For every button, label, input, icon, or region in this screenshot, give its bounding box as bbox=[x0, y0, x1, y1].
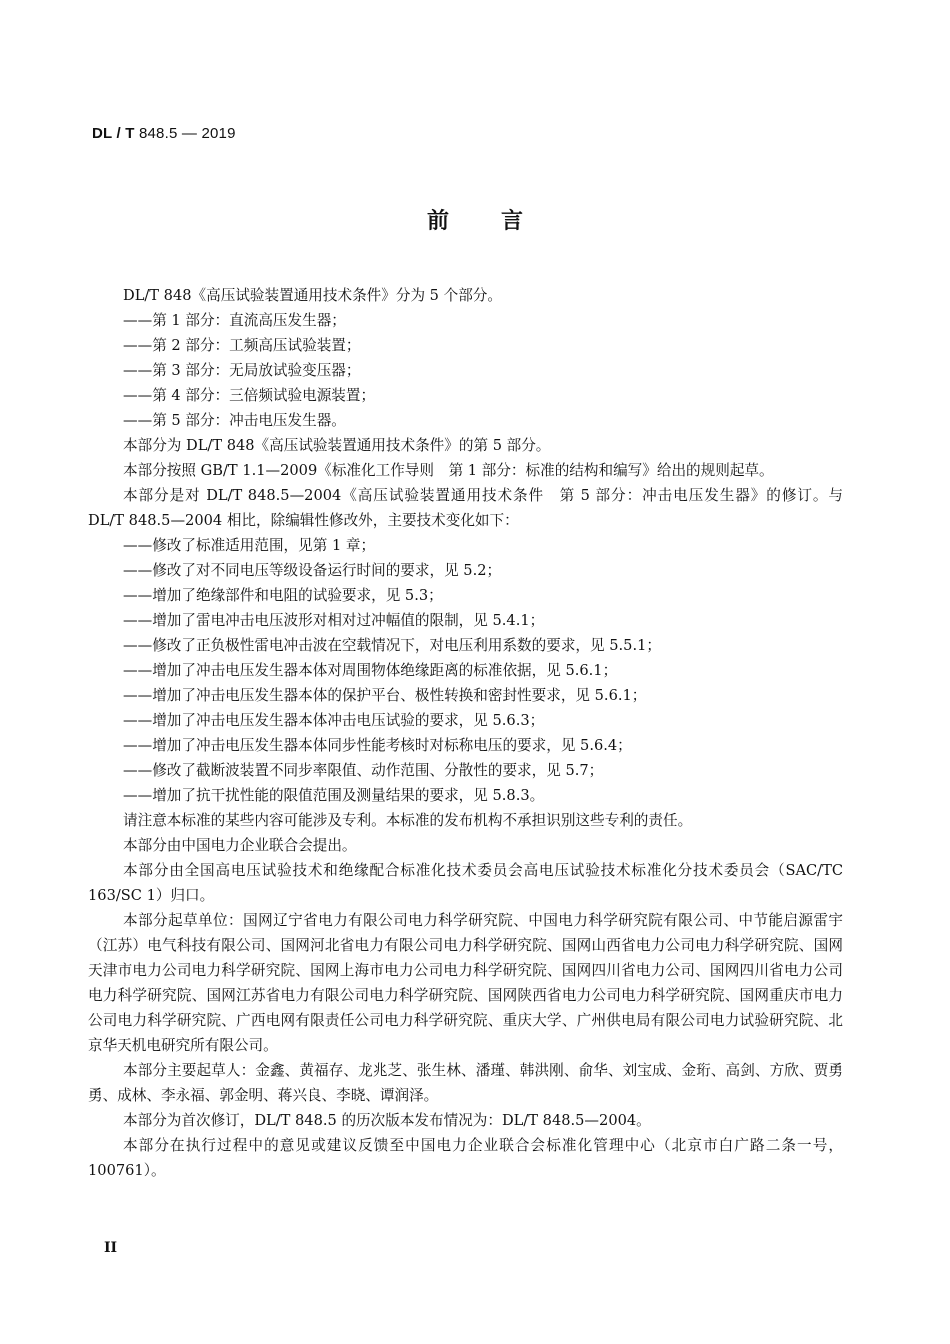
paragraph: 本部分由中国电力企业联合会提出。 bbox=[123, 837, 357, 854]
list-item: ——修改了对不同电压等级设备运行时间的要求，见 5.2； bbox=[123, 562, 502, 579]
list-item: ——第 5 部分：冲击电压发生器。 bbox=[123, 412, 346, 429]
paragraph: 本部分为 DL/T 848《高压试验装置通用技术条件》的第 5 部分。 bbox=[123, 437, 551, 454]
paragraph: 本部分由全国高电压试验技术和绝缘配合标准化技术委员会高电压试验技术标准化分技术委员会（SAC/TC 163/SC 1）归口。 bbox=[88, 862, 843, 904]
paragraph: DL/T 848《高压试验装置通用技术条件》分为 5 个部分。 bbox=[123, 287, 502, 304]
paragraph: 本部分按照 GB/T 1.1—2009《标准化工作导则 第 1 部分：标准的结构和编写》给出的规则起草。 bbox=[123, 462, 774, 479]
list-item: ——增加了冲击电压发生器本体同步性能考核时对标称电压的要求，见 5.6.4； bbox=[123, 737, 632, 754]
list-item: ——第 4 部分：三倍频试验电源装置； bbox=[123, 387, 376, 404]
list-item: ——第 2 部分：工频高压试验装置； bbox=[123, 337, 361, 354]
list-item: ——增加了抗干扰性能的限值范围及测量结果的要求，见 5.8.3。 bbox=[123, 787, 545, 804]
paragraph: 本部分主要起草人：金鑫、黄福存、龙兆芝、张生林、潘瑾、韩洪刚、俞华、刘宝成、金珩、高剑、方欣、贾勇勇、成林、李永福、郭金明、蒋兴良、李晓、谭润泽。 bbox=[88, 1062, 843, 1104]
foreword-body bbox=[88, 283, 843, 1183]
list-item: ——增加了冲击电压发生器本体冲击电压试验的要求，见 5.6.3； bbox=[123, 712, 545, 729]
paragraph: 本部分起草单位：国网辽宁省电力有限公司电力科学研究院、中国电力科学研究院有限公司、中节能启源雷宇（江苏）电气科技有限公司、国网河北省电力有限公司电力科学研究院、国网山西省电力公司电力科学研究院、国网天津市电力公司电力科学研究院、国网上海市电力公司电力科学研究院、国网四川省电力公司、国网四川省电力公司电力科学研究院、国网江苏省电力有限公司电力科学研究院、国网陕西省电力公司电力科学研究院、国网重庆市电力公司电力科学研究院、广西电网有限责任公司电力科学研究院、重庆大学、广州供电局有限公司电力试验研究院、北京华天机电研究所有限公司。 bbox=[88, 912, 843, 1054]
paragraph: 本部分为首次修订，DL/T 848.5 的历次版本发布情况为：DL/T 848.5—2004。 bbox=[123, 1112, 651, 1129]
list-item: ——修改了截断波装置不同步率限值、动作范围、分散性的要求，见 5.7； bbox=[123, 762, 604, 779]
paragraph: 本部分在执行过程中的意见或建议反馈至中国电力企业联合会标准化管理中心（北京市白广路二条一号，100761）。 bbox=[88, 1137, 843, 1179]
list-item: ——修改了标准适用范围，见第 1 章； bbox=[123, 537, 376, 554]
standard-number: 848.5 — 2019 bbox=[138, 125, 236, 142]
standard-prefix: DL / T bbox=[92, 125, 135, 142]
list-item: ——第 3 部分：无局放试验变压器； bbox=[123, 362, 361, 379]
paragraph: 请注意本标准的某些内容可能涉及专利。本标准的发布机构不承担识别这些专利的责任。 bbox=[123, 812, 693, 829]
list-item: ——修改了正负极性雷电冲击波在空载情况下，对电压利用系数的要求，见 5.5.1； bbox=[123, 637, 661, 654]
page-number: II bbox=[104, 1240, 118, 1256]
list-item: ——增加了冲击电压发生器本体对周围物体绝缘距离的标准依据，见 5.6.1； bbox=[123, 662, 618, 679]
page-title: 前言 bbox=[426, 209, 575, 234]
list-item: ——增加了雷电冲击电压波形对相对过冲幅值的限制，见 5.4.1； bbox=[123, 612, 545, 629]
standard-code-header bbox=[92, 125, 236, 142]
paragraph: 本部分是对 DL/T 848.5—2004《高压试验装置通用技术条件 第 5 部分：冲击电压发生器》的修订。与 DL/T 848.5—2004 相比，除编辑性修改外，主要技术变化如下： bbox=[88, 487, 843, 529]
list-item: ——增加了绝缘部件和电阻的试验要求，见 5.3； bbox=[123, 587, 443, 604]
list-item: ——第 1 部分：直流高压发生器； bbox=[123, 312, 346, 329]
list-item: ——增加了冲击电压发生器本体的保护平台、极性转换和密封性要求，见 5.6.1； bbox=[123, 687, 647, 704]
